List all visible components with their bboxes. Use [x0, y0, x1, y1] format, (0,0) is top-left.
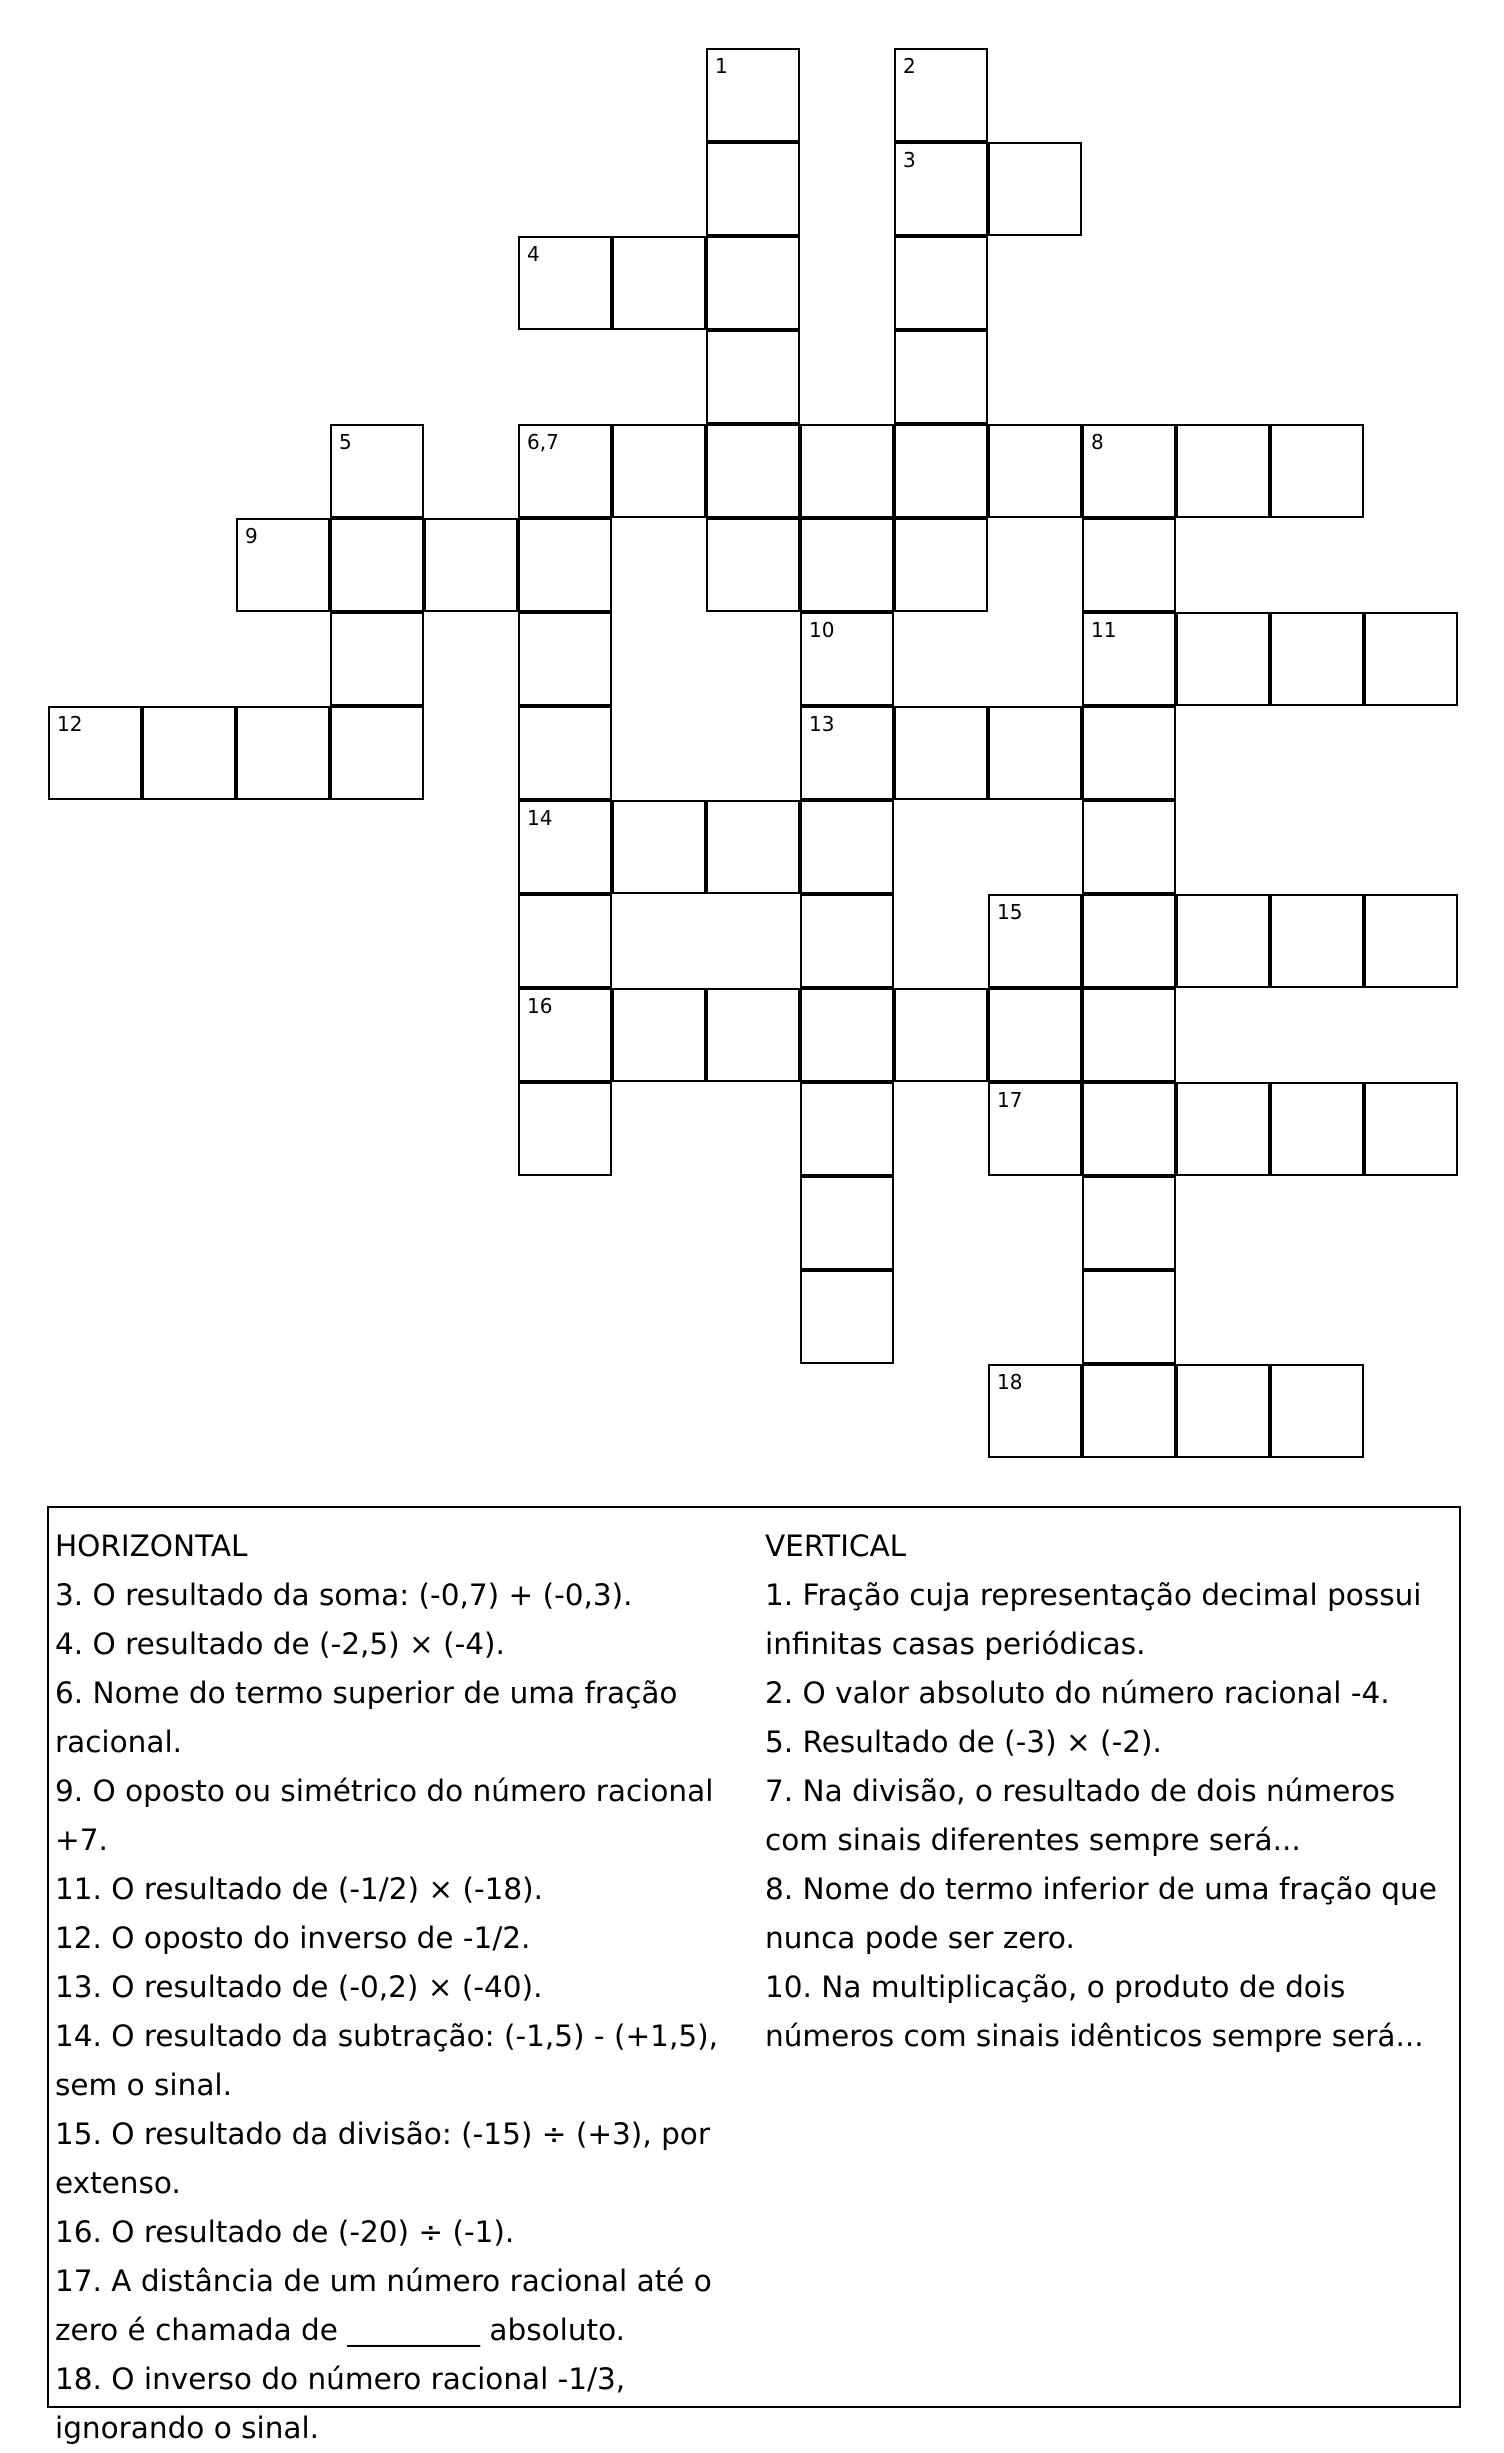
grid-cell[interactable] [800, 800, 894, 894]
grid-cell[interactable] [612, 800, 706, 894]
grid-cell[interactable] [894, 48, 988, 142]
grid-cell[interactable] [518, 518, 612, 612]
clue-number: 16 [527, 994, 553, 1018]
clue-number: 17 [997, 1088, 1023, 1112]
clue-number: 2 [903, 54, 916, 78]
vertical-clue: 2. O valor absoluto do número racional -4. [765, 1676, 1390, 1710]
horizontal-clue: 6. Nome do termo superior de uma fração racional. [55, 1676, 678, 1759]
grid-cell[interactable] [988, 1364, 1082, 1458]
grid-cell[interactable] [518, 988, 612, 1082]
horizontal-clues [55, 1522, 755, 2453]
grid-cell[interactable] [894, 706, 988, 800]
grid-cell[interactable] [1082, 1364, 1176, 1458]
grid-cell[interactable] [1176, 1082, 1270, 1176]
grid-cell[interactable] [1176, 612, 1270, 706]
grid-cell[interactable] [236, 706, 330, 800]
grid-cell[interactable] [142, 706, 236, 800]
grid-cell[interactable] [518, 612, 612, 706]
clue-number: 10 [809, 618, 835, 642]
grid-cell[interactable] [1270, 1082, 1364, 1176]
clue-number: 11 [1091, 618, 1117, 642]
grid-cell[interactable] [330, 518, 424, 612]
grid-cell[interactable] [1364, 1082, 1458, 1176]
grid-cell[interactable] [48, 706, 142, 800]
vertical-clue: 8. Nome do termo inferior de uma fração que nunca pode ser zero. [765, 1872, 1437, 1955]
grid-cell[interactable] [1082, 1270, 1176, 1364]
clue-number: 4 [527, 242, 540, 266]
grid-cell[interactable] [894, 142, 988, 236]
clue-number: 12 [57, 712, 83, 736]
clues-box [47, 1506, 1461, 2445]
horizontal-clue-list [55, 1571, 755, 2453]
grid-cell[interactable] [988, 424, 1082, 518]
grid-cell[interactable] [894, 988, 988, 1082]
vertical-clues [765, 1522, 1455, 2061]
grid-cell[interactable] [988, 894, 1082, 988]
grid-cell[interactable] [1364, 612, 1458, 706]
grid-cell[interactable] [518, 424, 612, 518]
grid-cell[interactable] [1270, 424, 1364, 518]
grid-cell[interactable] [706, 800, 800, 894]
grid-cell[interactable] [1082, 706, 1176, 800]
grid-cell[interactable] [518, 236, 612, 330]
grid-cell[interactable] [800, 706, 894, 800]
vertical-clue: 5. Resultado de (-3) × (-2). [765, 1725, 1162, 1759]
horizontal-clue: 15. O resultado da divisão: (-15) ÷ (+3), por extenso. [55, 2117, 710, 2200]
horizontal-clue: 11. O resultado de (-1/2) × (-18). [55, 1872, 544, 1906]
grid-cell[interactable] [612, 424, 706, 518]
grid-cell[interactable] [1364, 894, 1458, 988]
grid-cell[interactable] [706, 988, 800, 1082]
grid-cell[interactable] [1270, 894, 1364, 988]
grid-cell[interactable] [800, 518, 894, 612]
grid-cell[interactable] [330, 706, 424, 800]
grid-cell[interactable] [1082, 800, 1176, 894]
grid-cell[interactable] [1082, 894, 1176, 988]
grid-cell[interactable] [518, 706, 612, 800]
grid-cell[interactable] [612, 236, 706, 330]
horizontal-clue: 13. O resultado de (-0,2) × (-40). [55, 1970, 543, 2004]
grid-cell[interactable] [706, 236, 800, 330]
clue-number: 5 [339, 430, 352, 454]
grid-cell[interactable] [236, 518, 330, 612]
grid-cell[interactable] [988, 1082, 1082, 1176]
grid-cell[interactable] [800, 1176, 894, 1270]
grid-cell[interactable] [988, 706, 1082, 800]
vertical-clue-list [765, 1571, 1455, 2061]
grid-cell[interactable] [800, 1082, 894, 1176]
clue-number: 1 [715, 54, 728, 78]
grid-cell[interactable] [518, 800, 612, 894]
grid-cell[interactable] [1082, 612, 1176, 706]
horizontal-clue: 17. A distância de um número racional até o zero é chamada de _________ absoluto. [55, 2264, 712, 2347]
clue-number: 14 [527, 806, 553, 830]
clue-number: 8 [1091, 430, 1104, 454]
horizontal-title: HORIZONTAL [55, 1529, 248, 1563]
grid-cell[interactable] [988, 142, 1082, 236]
clue-number: 3 [903, 148, 916, 172]
clue-number: 13 [809, 712, 835, 736]
horizontal-clue: 16. O resultado de (-20) ÷ (-1). [55, 2215, 515, 2249]
grid-cell[interactable] [894, 236, 988, 330]
grid-cell[interactable] [706, 518, 800, 612]
grid-cell[interactable] [1082, 518, 1176, 612]
grid-cell[interactable] [800, 894, 894, 988]
grid-cell[interactable] [706, 424, 800, 518]
vertical-clue: 7. Na divisão, o resultado de dois números com sinais diferentes sempre será... [765, 1774, 1396, 1857]
horizontal-clue: 14. O resultado da subtração: (-1,5) - (+1,5), sem o sinal. [55, 2019, 718, 2102]
grid-cell[interactable] [800, 988, 894, 1082]
grid-cell[interactable] [800, 1270, 894, 1364]
grid-cell[interactable] [1082, 1082, 1176, 1176]
clue-number: 15 [997, 900, 1023, 924]
grid-cell[interactable] [1176, 424, 1270, 518]
horizontal-clue: 4. O resultado de (-2,5) × (-4). [55, 1627, 505, 1661]
grid-cell[interactable] [612, 988, 706, 1082]
grid-cell[interactable] [330, 424, 424, 518]
vertical-clue: 1. Fração cuja representação decimal possui infinitas casas periódicas. [765, 1578, 1422, 1661]
grid-cell[interactable] [706, 330, 800, 424]
grid-cell[interactable] [518, 1082, 612, 1176]
clue-number: 18 [997, 1370, 1023, 1394]
clue-number: 6,7 [527, 430, 559, 454]
grid-cell[interactable] [800, 424, 894, 518]
vertical-clue: 10. Na multiplicação, o produto de dois números com sinais idênticos sempre será... [765, 1970, 1424, 2053]
grid-cell[interactable] [988, 988, 1082, 1082]
grid-cell[interactable] [1176, 1364, 1270, 1458]
vertical-title: VERTICAL [765, 1529, 907, 1563]
grid-cell[interactable] [1082, 424, 1176, 518]
grid-cell[interactable] [1082, 1176, 1176, 1270]
grid-cell[interactable] [518, 894, 612, 988]
grid-cell[interactable] [424, 518, 518, 612]
grid-cell[interactable] [800, 612, 894, 706]
grid-cell[interactable] [706, 48, 800, 142]
grid-cell[interactable] [1270, 612, 1364, 706]
grid-cell[interactable] [1082, 988, 1176, 1082]
horizontal-clue: 9. O oposto ou simétrico do número racional +7. [55, 1774, 714, 1857]
grid-cell[interactable] [894, 424, 988, 518]
grid-cell[interactable] [706, 142, 800, 236]
grid-cell[interactable] [1270, 1364, 1364, 1458]
clue-number: 9 [245, 524, 258, 548]
horizontal-clue: 12. O oposto do inverso de -1/2. [55, 1921, 531, 1955]
grid-cell[interactable] [330, 612, 424, 706]
horizontal-clue: 3. O resultado da soma: (-0,7) + (-0,3). [55, 1578, 633, 1612]
grid-cell[interactable] [1176, 894, 1270, 988]
grid-cell[interactable] [894, 518, 988, 612]
grid-cell[interactable] [894, 330, 988, 424]
horizontal-clue: 18. O inverso do número racional -1/3, ignorando o sinal. [55, 2362, 626, 2445]
